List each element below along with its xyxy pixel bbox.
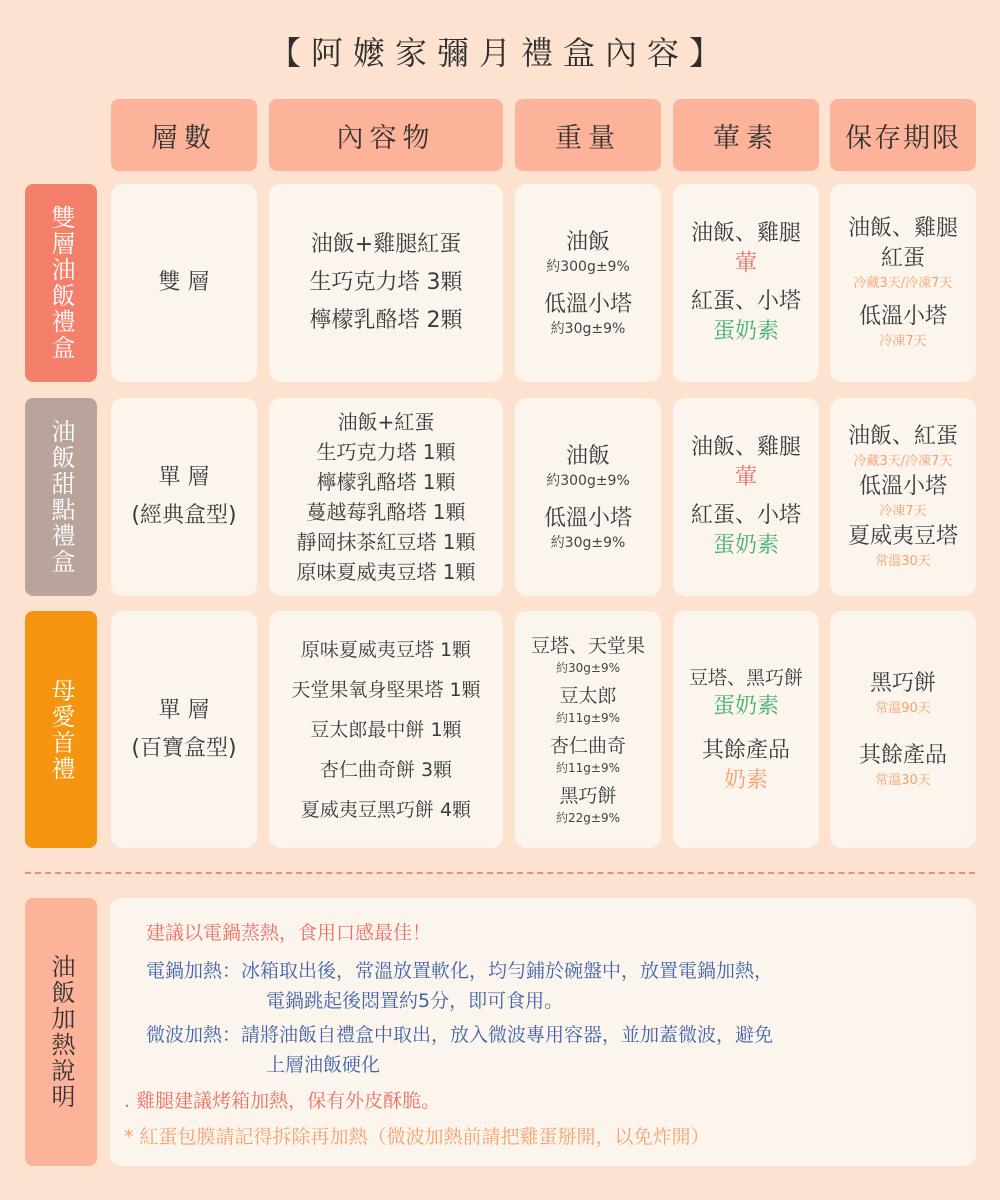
content-item: 天堂果氧身堅果塔 1顆	[291, 678, 481, 701]
storage-item: 黑巧餅	[869, 670, 936, 696]
content-item: 生巧克力塔 1顆	[316, 440, 456, 464]
diet-type-egg-dairy: 蛋奶素	[712, 693, 779, 719]
layer-subtext: (百寶盒型)	[131, 735, 237, 761]
section-label-double-oil-rice: 雙層油飯禮盒	[25, 184, 97, 382]
storage-period: 常溫30天	[875, 554, 931, 569]
diet-item: 豆塔、黑巧餅	[688, 666, 803, 689]
page-title: 【阿嬤家彌月禮盒內容】	[268, 34, 731, 72]
weight-item: 油飯	[565, 444, 610, 469]
storage-item: 夏威夷豆塔	[847, 524, 958, 549]
content-item: 夏威夷豆黑巧餅 4顆	[300, 798, 472, 821]
storage-item: 低溫小塔	[858, 474, 947, 499]
microwave-instruction-cont: 上層油飯硬化	[266, 1054, 381, 1076]
weight-amount: 約30g±9%	[550, 535, 626, 551]
storage-cell	[830, 184, 976, 382]
diet-type-meat: 葷	[734, 251, 757, 276]
microwave-instruction: 微波加熱：請將油飯自禮盒中取出，放入微波專用容器，並加蓋微波，避免	[146, 1024, 774, 1046]
weight-item: 杏仁曲奇	[549, 734, 626, 757]
diet-item: 紅蛋、小塔	[690, 503, 801, 528]
steam-instruction-cont: 電鍋跳起後悶置約5分，即可食用。	[266, 990, 564, 1012]
diet-type-egg-dairy: 蛋奶素	[712, 319, 779, 344]
storage-item: 油飯、紅蛋	[847, 424, 958, 449]
storage-item: 油飯、雞腿	[847, 216, 958, 241]
weight-amount: 約11g±9%	[556, 710, 620, 725]
diet-type-dairy: 奶素	[723, 767, 768, 793]
storage-period: 冷凍7天	[879, 504, 927, 519]
weight-amount: 約30g±9%	[556, 660, 620, 675]
storage-item: 紅蛋	[880, 246, 925, 271]
header-layers: 層數	[111, 99, 257, 171]
content-item: 生巧克力塔 3顆	[309, 270, 463, 295]
chicken-note: . 雞腿建議烤箱加熱，保有外皮酥脆。	[124, 1090, 441, 1112]
diet-type-egg-dairy: 蛋奶素	[712, 533, 779, 558]
storage-period: 冷凍7天	[879, 334, 927, 349]
content-item: 杏仁曲奇餅 3顆	[319, 758, 453, 781]
contents-cell	[269, 184, 503, 382]
egg-note: * 紅蛋包膜請記得拆除再加熱（微波加熱前請把雞蛋掰開，以免炸開）	[124, 1126, 710, 1148]
content-item: 靜岡抹茶紅豆塔 1顆	[296, 530, 476, 554]
layer-text: 單 層	[158, 697, 210, 723]
heating-instructions	[110, 898, 976, 1166]
diet-item: 紅蛋、小塔	[690, 289, 801, 314]
content-item: 原味夏威夷豆塔 1顆	[300, 638, 472, 661]
storage-cell	[830, 398, 976, 596]
diet-item: 油飯、雞腿	[690, 221, 801, 246]
section-label-oil-rice-dessert: 油飯甜點禮盒	[25, 398, 97, 596]
diet-type-meat: 葷	[734, 465, 757, 490]
storage-cell	[830, 611, 976, 848]
content-item: 檸檬乳酪塔 1顆	[316, 470, 456, 494]
storage-period: 冷藏3天/冷凍7天	[853, 276, 953, 291]
content-item: 豆太郎最中餅 1顆	[310, 718, 462, 741]
layer-subtext: (經典盒型)	[131, 503, 237, 528]
diet-item: 其餘產品	[701, 737, 790, 763]
weight-item: 豆太郎	[559, 684, 617, 707]
weight-amount: 約300g±9%	[546, 473, 630, 489]
section-label-mothers-love: 母愛首禮	[25, 611, 97, 848]
weight-item: 豆塔、天堂果	[530, 634, 645, 657]
storage-item: 其餘產品	[858, 742, 947, 768]
header-diet: 葷素	[673, 99, 819, 171]
content-item: 蔓越莓乳酪塔 1顆	[306, 500, 466, 524]
layer-cell	[111, 184, 257, 382]
content-item: 油飯+雞腿紅蛋	[310, 232, 462, 257]
content-item: 油飯+紅蛋	[337, 410, 435, 434]
weight-cell	[515, 184, 661, 382]
weight-item: 油飯	[565, 230, 610, 255]
layer-text: 單 層	[158, 465, 210, 490]
diet-item: 油飯、雞腿	[690, 435, 801, 460]
layer-text: 雙 層	[158, 270, 210, 295]
storage-period: 常溫30天	[875, 772, 931, 788]
diet-cell	[673, 184, 819, 382]
weight-cell	[515, 611, 661, 848]
content-item: 原味夏威夷豆塔 1顆	[296, 560, 476, 584]
weight-amount: 約11g±9%	[556, 760, 620, 775]
storage-period: 常溫90天	[875, 700, 931, 716]
layer-cell	[111, 611, 257, 848]
header-weight: 重量	[515, 99, 661, 171]
weight-amount: 約30g±9%	[550, 321, 626, 337]
notes-label: 油飯加熱說明	[25, 898, 97, 1166]
diet-cell	[673, 611, 819, 848]
weight-item: 低溫小塔	[543, 292, 632, 317]
contents-cell	[269, 611, 503, 848]
diet-cell	[673, 398, 819, 596]
dashed-divider	[25, 872, 975, 874]
contents-cell	[269, 398, 503, 596]
steam-instruction: 電鍋加熱：冰箱取出後，常溫放置軟化，均勻鋪於碗盤中，放置電鍋加熱，	[146, 960, 774, 982]
storage-item: 低溫小塔	[858, 304, 947, 329]
content-item: 檸檬乳酪塔 2顆	[309, 308, 463, 333]
tip-text: 建議以電鍋蒸熱，食用口感最佳！	[146, 922, 432, 944]
weight-amount: 約300g±9%	[546, 259, 630, 275]
header-contents: 內容物	[269, 99, 503, 171]
weight-amount: 約22g±9%	[556, 810, 620, 825]
weight-item: 黑巧餅	[559, 784, 617, 807]
layer-cell	[111, 398, 257, 596]
header-storage: 保存期限	[830, 99, 976, 171]
storage-period: 冷藏3天/冷凍7天	[853, 454, 953, 469]
weight-cell	[515, 398, 661, 596]
weight-item: 低溫小塔	[543, 506, 632, 531]
